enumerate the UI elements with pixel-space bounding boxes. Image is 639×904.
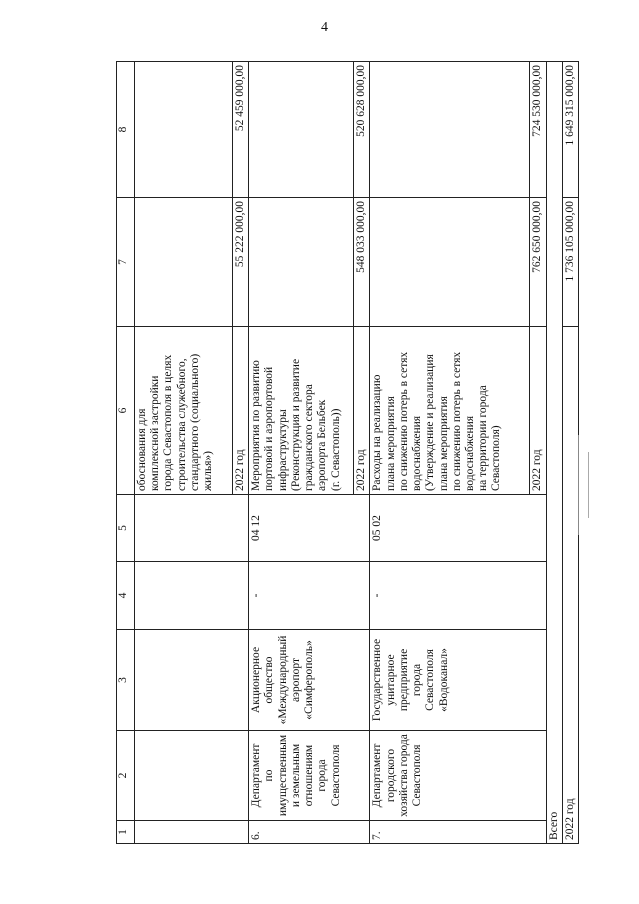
table-cell: - [249, 562, 370, 630]
table-cell [249, 198, 354, 327]
table-cell [135, 562, 233, 630]
amount-cell: 55 222 000,00 [233, 198, 249, 327]
continuation-description: обоснования для комплексной застройки города Севастополя в целях строительства служебного, стандартного (социального) жилья») [135, 327, 233, 495]
column-header: 3 [117, 630, 135, 731]
department-cell: Департамент городского хозяйства города Севастополя [370, 731, 546, 821]
table-cell [233, 495, 249, 562]
row-number: 6. [249, 821, 370, 844]
signature-mark [588, 452, 589, 518]
amount-cell: 724 530 000,00 [530, 62, 546, 198]
table-cell [135, 731, 233, 821]
table-row [249, 62, 354, 844]
table-frame [116, 62, 576, 844]
column-header: 6 [117, 327, 135, 495]
table-cell [249, 62, 354, 198]
table-cell [135, 198, 233, 327]
table-cell [135, 630, 233, 731]
amount-cell: 548 033 000,00 [354, 198, 370, 327]
year-cell: 2022 год [530, 327, 546, 495]
total-year: 2022 год [562, 327, 578, 844]
total-amount: 1 649 315 000,00 [562, 62, 578, 198]
table-row [233, 62, 249, 844]
column-header: 4 [117, 562, 135, 630]
column-header: 8 [117, 62, 135, 198]
header-row [117, 62, 135, 844]
column-header: 2 [117, 731, 135, 821]
budget-table [116, 61, 579, 844]
table-cell [233, 630, 249, 731]
signature-mark [578, 435, 579, 535]
total-year-row [562, 62, 578, 844]
recipient-cell: Акционерное общество «Международный аэропорт «Симферополь» [249, 630, 370, 731]
row-number: 7. [370, 821, 546, 844]
table-cell: - [370, 562, 546, 630]
recipient-cell: Государственное унитарное предприятие города Севастополя «Водоканал» [370, 630, 546, 731]
total-label: Всего [546, 62, 562, 844]
amount-cell: 520 628 000,00 [354, 62, 370, 198]
table-cell [135, 495, 233, 562]
table-cell [233, 731, 249, 821]
column-header: 7 [117, 198, 135, 327]
description-cell: Мероприятия по развитию портовой и аэропортовой инфраструктуры (Реконструкция и развитие гражданского сектора аэропорта Бельбек (г. Севастополь)) [249, 327, 354, 495]
column-header: 5 [117, 495, 135, 562]
department-cell: Департамент по имущественным и земельным отношениям города Севастополя [249, 731, 370, 821]
table-cell [370, 198, 530, 327]
table-cell [135, 821, 233, 844]
table-cell [233, 562, 249, 630]
total-row [546, 62, 562, 844]
year-cell: 2022 год [233, 327, 249, 495]
description-cell: Расходы на реализацию плана мероприятия по снижению потерь в сетях водоснабжения (Утверждение и реализация плана мероприятия по снижению потерь в сетях водоснабжения на территории города Севастополя) [370, 327, 530, 495]
page-number: 4 [321, 20, 328, 35]
code-cell: 05 02 [370, 495, 546, 562]
table-cell [233, 821, 249, 844]
table-row [370, 62, 530, 844]
code-cell: 04 12 [249, 495, 370, 562]
amount-cell: 762 650 000,00 [530, 198, 546, 327]
column-header: 1 [117, 821, 135, 844]
table-cell [370, 62, 530, 198]
table-cell [135, 62, 233, 198]
amount-cell: 52 459 000,00 [233, 62, 249, 198]
table-row [135, 62, 233, 844]
total-amount: 1 736 105 000,00 [562, 198, 578, 327]
year-cell: 2022 год [354, 327, 370, 495]
rotated-table-container [116, 62, 576, 844]
